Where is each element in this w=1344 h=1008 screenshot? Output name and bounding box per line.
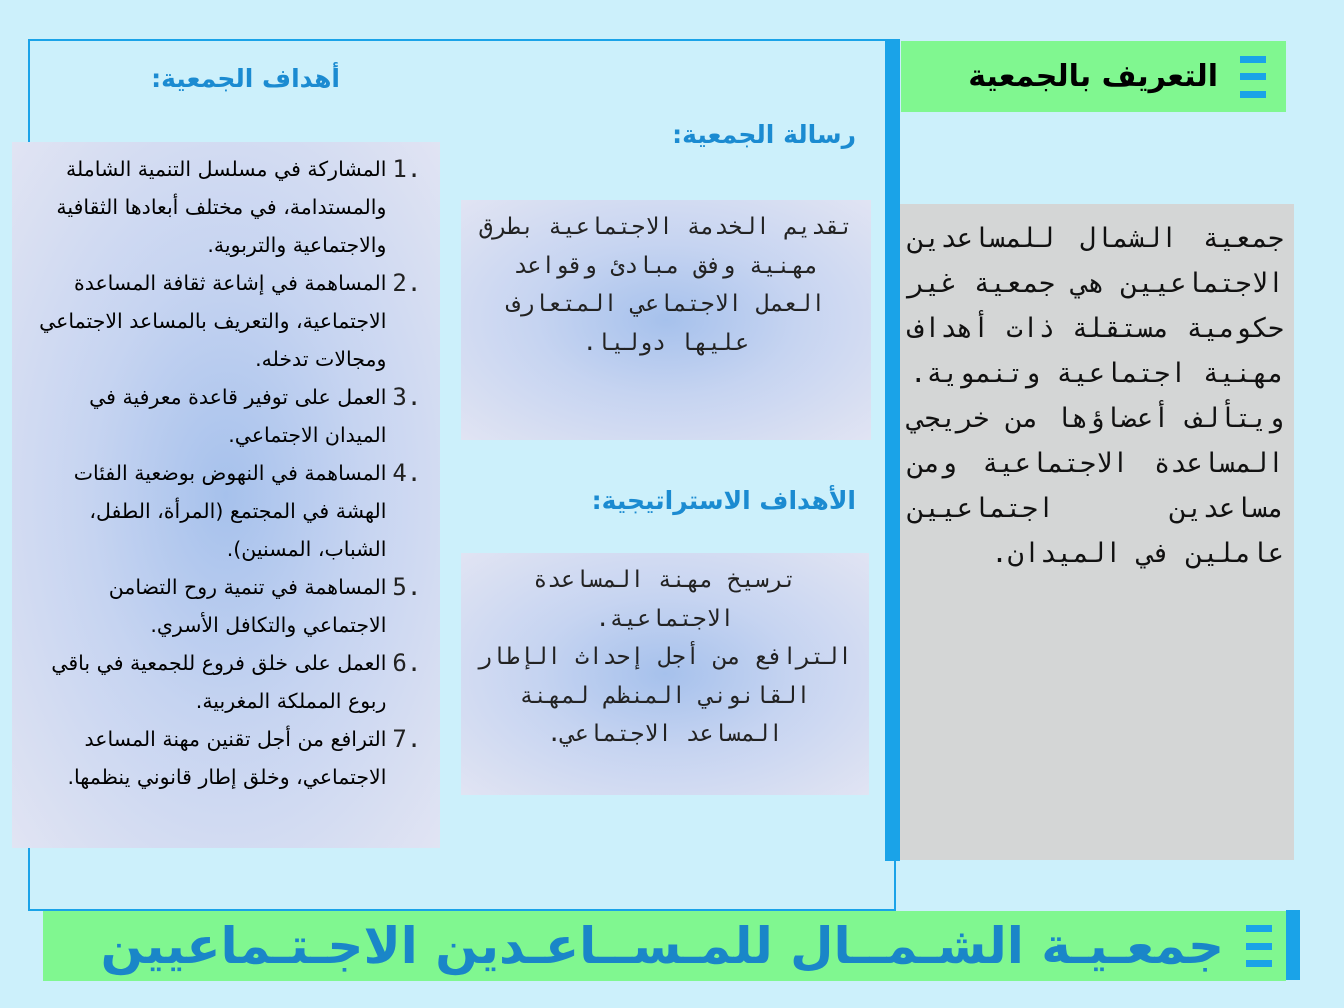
header-title: التعريف بالجمعية [968, 59, 1218, 94]
goal-item [30, 644, 432, 720]
goal-number: 1. [392, 155, 422, 183]
footer-title: جمعـيـة الشـمــال للمـســاعـدين الاجـتـماعيين [100, 917, 1224, 975]
goal-text: الترافع من أجل تقنين مهنة المساعد الاجتماعي، وخلق إطار قانوني ينظمها. [67, 727, 387, 789]
footer-banner [43, 911, 1286, 981]
goal-item [30, 568, 432, 644]
menu-icon [1246, 925, 1272, 967]
goal-text: العمل على توفير قاعدة معرفية في الميدان الاجتماعي. [89, 385, 387, 447]
about-box [900, 204, 1294, 860]
goal-item [30, 720, 432, 796]
goal-item [30, 378, 432, 454]
strategic-box [461, 553, 869, 795]
goal-number: 3. [392, 383, 422, 411]
about-paragraph-1: جمعية الشمال للمساعدين الاجتماعيين هي جمعية غير حكومية مستقلة ذات أهداف مهنية اجتماعية وتنموية. [908, 223, 1284, 389]
goal-text: المساهمة في تنمية روح التضامن الاجتماعي والتكافل الأسري. [108, 575, 387, 637]
goal-text: المساهمة في إشاعة ثقافة المساعدة الاجتماعية، والتعريف بالمساعد الاجتماعي ومجالات تدخله. [39, 271, 387, 371]
message-heading: رسالة الجمعية: [672, 120, 856, 149]
goal-text: المساهمة في النهوض بوضعية الفئات الهشة في المجتمع (المرأة، الطفل، الشباب، المسنين). [73, 461, 387, 561]
strategic-heading: الأهداف الاستراتيجية: [591, 486, 856, 515]
goal-text: العمل على خلق فروع للجمعية في باقي ربوع المملكة المغربية. [51, 651, 387, 713]
goal-number: 2. [392, 269, 422, 297]
goal-item [30, 264, 432, 378]
goal-text: المشاركة في مسلسل التنمية الشاملة والمستدامة، في مختلف أبعادها الثقافية والاجتماعية والتربوية. [56, 157, 387, 257]
goal-number: 6. [392, 649, 422, 677]
goals-list [12, 142, 440, 848]
strategic-item: ترسيخ مهنة المساعدة الاجتماعية. [533, 567, 797, 632]
footer-accent-bar [1286, 910, 1300, 980]
goal-number: 7. [392, 725, 422, 753]
menu-icon [1240, 56, 1266, 98]
strategic-item: الترافع من أجل إحداث الإطار القانوني المنظم لمهنة المساعد الاجتماعي. [478, 644, 852, 747]
goal-number: 5. [392, 573, 422, 601]
goal-item [30, 150, 432, 264]
message-box [461, 200, 871, 440]
message-text: تقديم الخدمة الاجتماعية بطرق مهنية وفق مبادئ وقواعد العمل الاجتماعي المتعارف عليها دوليا. [479, 214, 853, 356]
vertical-divider [885, 39, 900, 861]
goals-heading: أهداف الجمعية: [151, 64, 340, 93]
goal-item [30, 454, 432, 568]
goal-number: 4. [392, 459, 422, 487]
header-banner [901, 41, 1286, 112]
about-paragraph-2: ويتألف أعضاؤها من خريجي المساعدة الاجتماعية ومن مساعدين اجتماعيين عاملين في الميدان. [908, 403, 1284, 569]
